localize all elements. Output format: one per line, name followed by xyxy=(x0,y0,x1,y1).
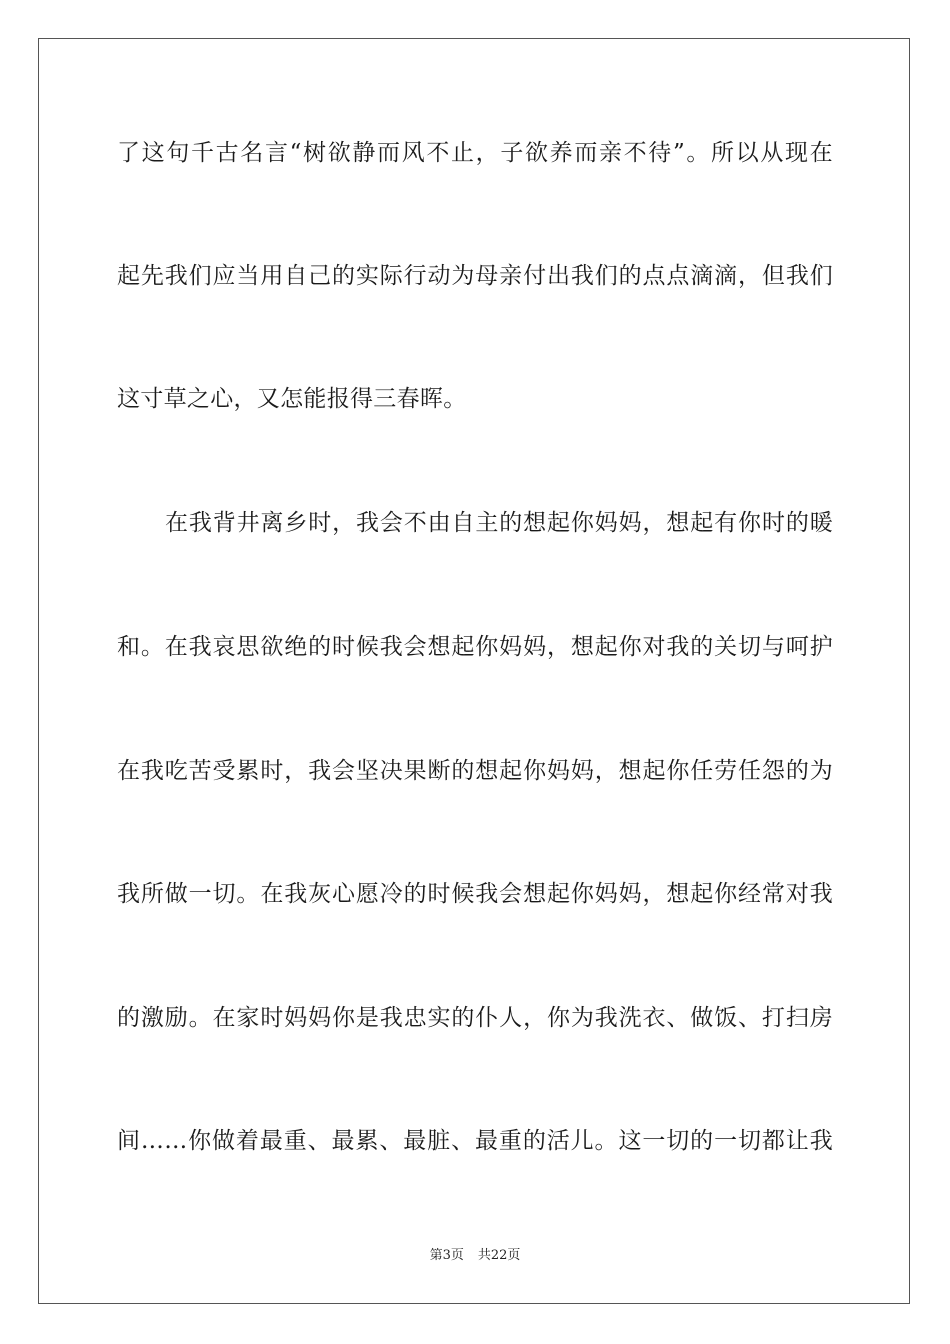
page-footer xyxy=(0,1247,950,1265)
paragraph-line: 在我吃苦受累时，我会坚决果断的想起你妈妈，想起你任劳任怨的为 xyxy=(117,758,833,784)
paragraph-line: 了这句千古名言“树欲静而风不止，子欲养而亲不待”。所以从现在 xyxy=(117,140,833,166)
paragraph-line: 这寸草之心，又怎能报得三春晖。 xyxy=(117,386,467,412)
paragraph-line: 我所做一切。在我灰心愿冷的时候我会想起你妈妈，想起你经常对我 xyxy=(117,881,833,907)
paragraph-line-indented: 在我背井离乡时，我会不由自主的想起你妈妈，想起有你时的暖 xyxy=(165,510,833,536)
paragraph-line: 和。在我哀思欲绝的时候我会想起你妈妈，想起你对我的关切与呵护 xyxy=(117,634,833,660)
paragraph-line: 间……你做着最重、最累、最脏、最重的活儿。这一切的一切都让我 xyxy=(117,1128,833,1154)
paragraph-line: 的激励。在家时妈妈你是我忠实的仆人，你为我洗衣、做饭、打扫房 xyxy=(117,1005,833,1031)
page-total: 共22页 xyxy=(477,1248,521,1263)
page-border xyxy=(38,38,910,1304)
page-number: 第3页 xyxy=(429,1248,464,1263)
paragraph-line: 起先我们应当用自己的实际行动为母亲付出我们的点点滴滴，但我们 xyxy=(117,263,833,289)
